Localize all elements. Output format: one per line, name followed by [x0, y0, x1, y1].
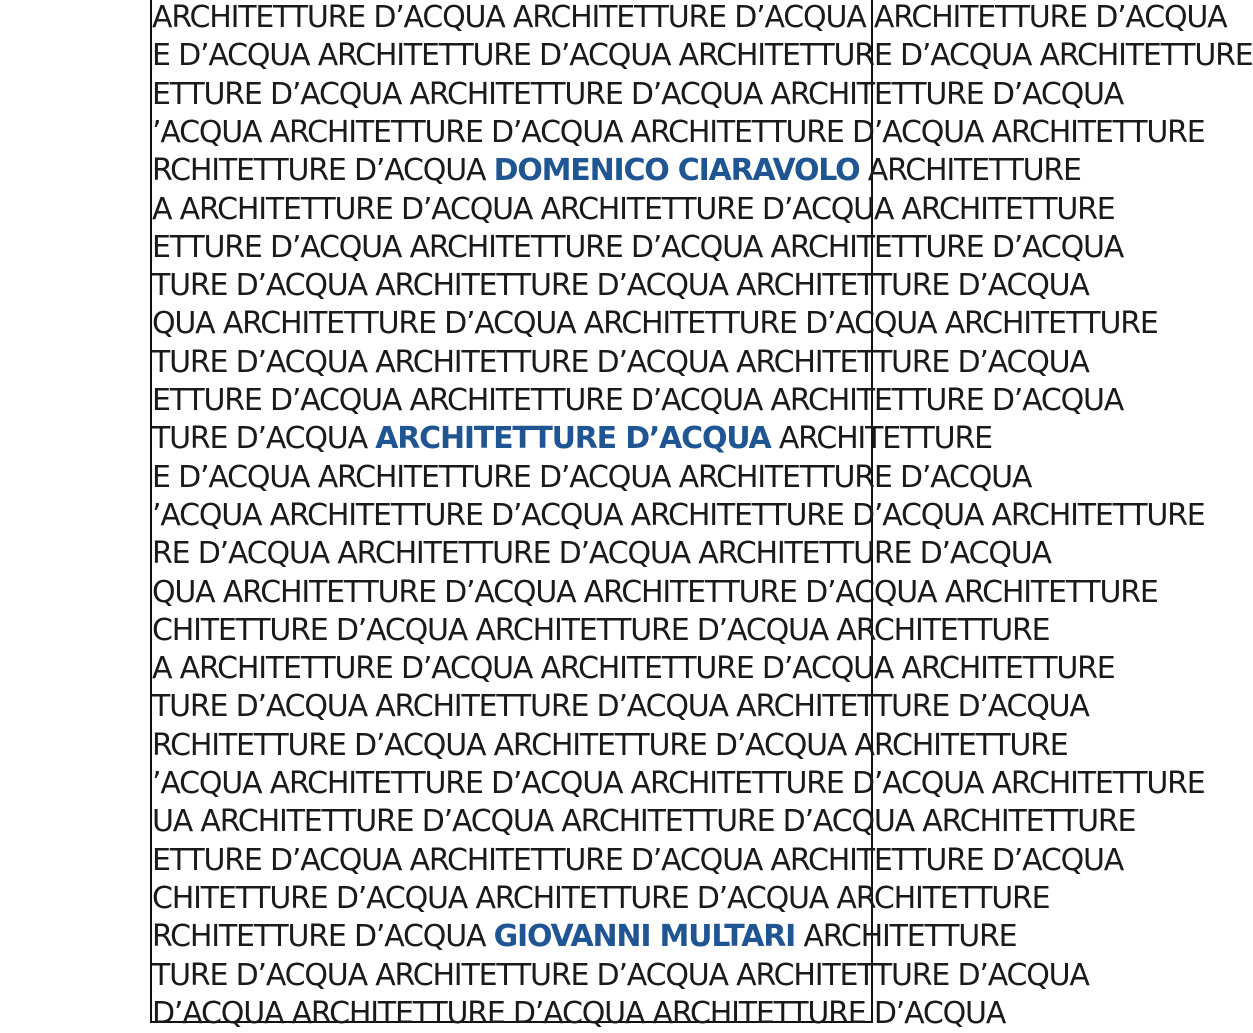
pattern-line — [152, 344, 1089, 382]
pattern-line — [152, 995, 1005, 1033]
pattern-text: RCHITETTURE D’ACQUA — [152, 919, 494, 955]
pattern-text: A ARCHITETTURE D’ACQUA ARCHITETTURE D’ACQUA ARCHITETTURE — [152, 651, 1115, 687]
pattern-text: ’ACQUA ARCHITETTURE D’ACQUA ARCHITETTURE D’ACQUA ARCHITETTURE — [152, 497, 1205, 533]
pattern-text: RE D’ACQUA ARCHITETTURE D’ACQUA ARCHITETTURE D’ACQUA — [152, 536, 1051, 572]
pattern-text: CHITETTURE D’ACQUA ARCHITETTURE D’ACQUA ARCHITETTURE — [152, 612, 1050, 648]
pattern-line — [152, 152, 1081, 190]
pattern-text: ARCHITETTURE — [795, 919, 1017, 955]
pattern-line — [152, 114, 1205, 152]
book-cover — [150, 0, 1253, 1031]
pattern-line — [152, 267, 1089, 305]
pattern-line — [152, 305, 1158, 343]
pattern-text: A ARCHITETTURE D’ACQUA ARCHITETTURE D’ACQUA ARCHITETTURE — [152, 191, 1115, 227]
pattern-line — [152, 918, 1016, 956]
pattern-line — [152, 688, 1089, 726]
pattern-text: E D’ACQUA ARCHITETTURE D’ACQUA ARCHITETTURE D’ACQUA — [152, 459, 1032, 495]
pattern-text: ’ACQUA ARCHITETTURE D’ACQUA ARCHITETTURE D’ACQUA ARCHITETTURE — [152, 766, 1205, 801]
pattern-line — [152, 76, 1123, 114]
pattern-line — [152, 229, 1123, 267]
pattern-text: ARCHITETTURE D’ACQUA ARCHITETTURE D’ACQUA ARCHITETTURE D’ACQUA — [152, 0, 1227, 35]
pattern-text: TURE D’ACQUA ARCHITETTURE D’ACQUA ARCHITETTURE D’ACQUA — [152, 268, 1089, 304]
author-name-1: DOMENICO CIARAVOLO — [493, 153, 860, 189]
pattern-text: ETTURE D’ACQUA ARCHITETTURE D’ACQUA ARCHITETTURE D’ACQUA — [152, 842, 1124, 878]
pattern-text: QUA ARCHITETTURE D’ACQUA ARCHITETTURE D’ACQUA ARCHITETTURE — [152, 306, 1158, 342]
pattern-line — [152, 842, 1123, 880]
pattern-line — [152, 535, 1051, 573]
pattern-text: RCHITETTURE D’ACQUA — [152, 153, 494, 189]
pattern-text: QUA ARCHITETTURE D’ACQUA ARCHITETTURE D’ACQUA ARCHITETTURE — [152, 574, 1158, 610]
pattern-text: UA ARCHITETTURE D’ACQUA ARCHITETTURE D’ACQUA ARCHITETTURE — [152, 804, 1136, 840]
pattern-line — [152, 0, 1226, 37]
pattern-line — [152, 765, 1205, 803]
pattern-text: ETTURE D’ACQUA ARCHITETTURE D’ACQUA ARCHITETTURE D’ACQUA — [152, 383, 1124, 418]
author-name-2: GIOVANNI MULTARI — [493, 919, 796, 955]
pattern-text: E D’ACQUA ARCHITETTURE D’ACQUA ARCHITETTURE D’ACQUA ARCHITETTURE — [152, 38, 1253, 74]
pattern-line — [152, 574, 1158, 612]
pattern-line — [152, 497, 1205, 535]
pattern-line — [152, 459, 1031, 497]
pattern-text: TURE D’ACQUA ARCHITETTURE D’ACQUA ARCHITETTURE D’ACQUA — [152, 957, 1089, 993]
pattern-text: TURE D’ACQUA ARCHITETTURE D’ACQUA ARCHITETTURE D’ACQUA — [152, 689, 1089, 725]
pattern-line — [152, 880, 1049, 918]
pattern-text: CHITETTURE D’ACQUA ARCHITETTURE D’ACQUA ARCHITETTURE — [152, 880, 1050, 916]
pattern-text: ARCHITETTURE — [770, 421, 992, 457]
pattern-line — [152, 420, 992, 458]
pattern-line — [152, 650, 1115, 688]
pattern-text: ’ACQUA ARCHITETTURE D’ACQUA ARCHITETTURE D’ACQUA ARCHITETTURE — [152, 114, 1205, 150]
pattern-text: ARCHITETTURE — [859, 153, 1081, 189]
pattern-line — [152, 191, 1115, 229]
pattern-text: TURE D’ACQUA — [152, 421, 376, 457]
pattern-line — [152, 382, 1123, 420]
pattern-line — [152, 37, 1253, 75]
pattern-line — [152, 957, 1089, 995]
book-title: ARCHITETTURE D’ACQUA — [375, 421, 771, 457]
pattern-line — [152, 803, 1135, 841]
pattern-text: RCHITETTURE D’ACQUA ARCHITETTURE D’ACQUA ARCHITETTURE — [152, 727, 1068, 763]
pattern-text: ETTURE D’ACQUA ARCHITETTURE D’ACQUA ARCHITETTURE D’ACQUA — [152, 229, 1124, 265]
pattern-text: D’ACQUA ARCHITETTURE D’ACQUA ARCHITETTURE D’ACQUA — [152, 995, 1006, 1031]
pattern-text: TURE D’ACQUA ARCHITETTURE D’ACQUA ARCHITETTURE D’ACQUA — [152, 344, 1089, 380]
pattern-line — [152, 612, 1049, 650]
pattern-line — [152, 727, 1068, 765]
pattern-text: ETTURE D’ACQUA ARCHITETTURE D’ACQUA ARCHITETTURE D’ACQUA — [152, 76, 1124, 112]
